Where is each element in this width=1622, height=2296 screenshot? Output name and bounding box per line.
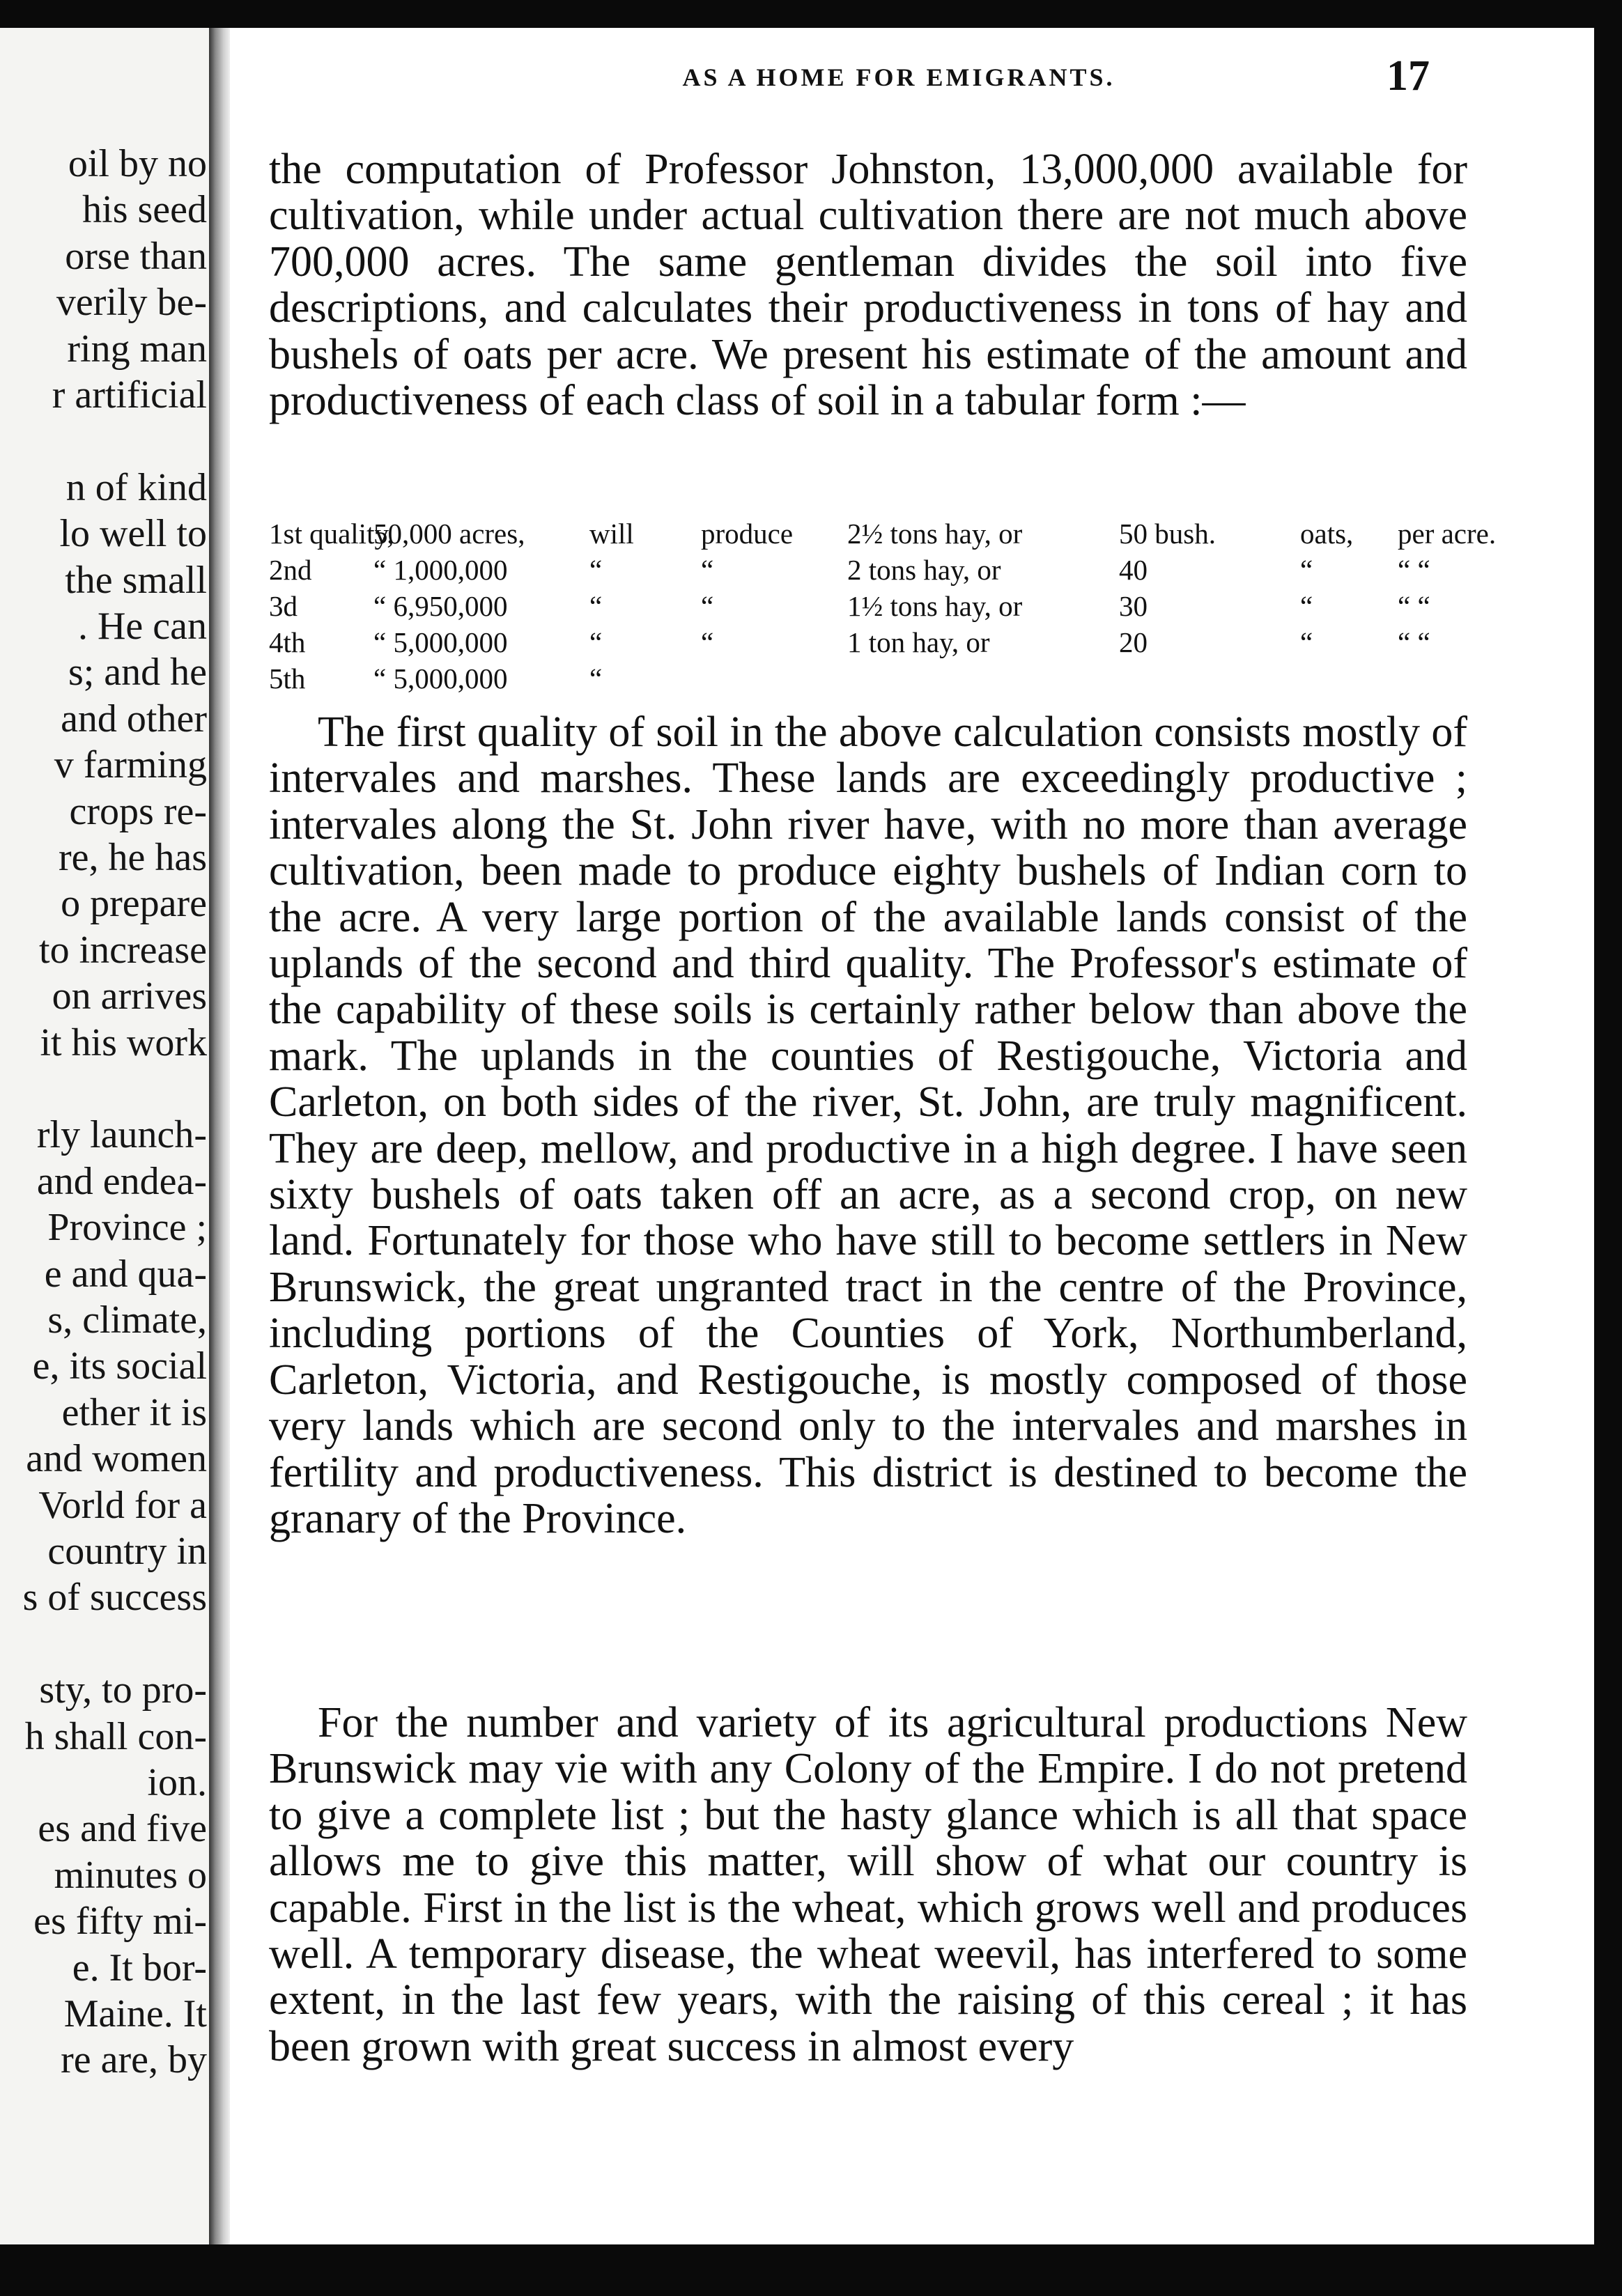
- table-cell-acres: “ 5,000,000: [373, 662, 508, 695]
- facing-page-line: and other: [61, 697, 207, 740]
- table-cell-quality: 5th: [269, 662, 306, 695]
- table-cell-oats: 50 bush.: [1119, 518, 1216, 550]
- facing-page-line: ether it is: [61, 1390, 207, 1434]
- table-cell-verb2: “: [701, 554, 714, 586]
- facing-page-line: es fifty mi-: [33, 1900, 207, 1944]
- facing-page-line: s; and he: [68, 651, 207, 695]
- facing-page-line: lo well to: [59, 512, 207, 556]
- page-number: 17: [1387, 52, 1430, 100]
- facing-page-line: orse than: [65, 234, 207, 278]
- table-cell-acres: 50,000 acres,: [373, 518, 525, 550]
- facing-page-line: es and five: [38, 1807, 207, 1851]
- facing-page-line: country in: [47, 1530, 207, 1573]
- facing-page-line: minutes o: [54, 1853, 207, 1897]
- facing-page-line: re are, by: [61, 2038, 207, 2082]
- table-cell-per2: “ “: [1398, 554, 1430, 586]
- facing-page-line: h shall con-: [24, 1714, 207, 1758]
- table-cell-quality: 2nd: [269, 554, 312, 586]
- table-cell-per2: “ “: [1398, 590, 1430, 622]
- facing-page-line: re, he has: [58, 836, 207, 879]
- facing-page-line: Province ;: [47, 1206, 207, 1250]
- facing-page-line: oil by no: [68, 142, 207, 185]
- table-cell-acres: “ 6,950,000: [373, 590, 508, 622]
- table-cell-verb: “: [589, 590, 603, 622]
- table-cell-verb2: produce: [701, 518, 794, 550]
- facing-page-line: e, its social: [32, 1344, 207, 1388]
- facing-page-line: ion.: [147, 1761, 207, 1804]
- facing-page-line: e. It bor-: [72, 1946, 207, 1989]
- table-cell-verb: “: [589, 554, 603, 586]
- facing-page-line: on arrives: [52, 975, 207, 1018]
- facing-page-line: . He can: [77, 605, 207, 648]
- facing-page-line: his seed: [82, 188, 207, 232]
- facing-page-line: the small: [65, 558, 207, 602]
- scan-border-top: [0, 0, 1622, 28]
- table-cell-oats: 40: [1119, 554, 1148, 586]
- facing-page-line: to increase: [39, 928, 207, 972]
- running-head: AS A HOME FOR EMIGRANTS.: [682, 63, 1115, 91]
- table-row: [269, 660, 1467, 697]
- table-cell-per2: “ “: [1398, 626, 1430, 658]
- facing-page-line: crops re-: [69, 789, 207, 833]
- table-cell-quality: 4th: [269, 626, 306, 658]
- scan-border-right: [1594, 0, 1622, 2296]
- facing-page-line: and women: [26, 1437, 207, 1481]
- table-cell-quality: 3d: [269, 590, 298, 622]
- table-cell-hay: 1 ton hay, or: [847, 626, 990, 658]
- table-cell-verb2: “: [701, 590, 714, 622]
- scan-border-bottom: [0, 2244, 1622, 2296]
- table-cell-hay: 1½ tons hay, or: [847, 590, 1023, 622]
- table-cell-acres: “ 5,000,000: [373, 626, 508, 658]
- facing-page-line: sty, to pro-: [39, 1668, 207, 1712]
- page: [230, 28, 1594, 2244]
- table-cell-per1: “: [1300, 554, 1313, 586]
- facing-page-line: n of kind: [65, 465, 207, 509]
- table-cell-oats: 20: [1119, 626, 1148, 658]
- table-row: [269, 552, 1467, 588]
- table-cell-per2: per acre.: [1398, 518, 1497, 550]
- table-cell-hay: 2 tons hay, or: [847, 554, 1001, 586]
- table-cell-acres: “ 1,000,000: [373, 554, 508, 586]
- facing-page-line: e and qua-: [44, 1252, 207, 1296]
- table-row: [269, 588, 1467, 624]
- table-cell-quality: 1st quality,: [269, 518, 394, 550]
- facing-page-line: r artificial: [52, 373, 207, 417]
- paragraph-agricultural-productions: For the number and variety of its agricultural productions New Brunswick may vie with any Colony of the Empire. I do not pretend to give a complete list ; but the hasty glance which is all that space allows me to give this matter, will show of what our country is capable. First in the list is the wheat, which grows well and produces well. A temporary disease, the wheat weevil, has interfered to some extent, in the last few years, with the raising of this cereal ; it has been grown with great success in almost every: [269, 1699, 1467, 2070]
- facing-page-line: it his work: [40, 1021, 207, 1064]
- table-cell-verb: “: [589, 662, 603, 695]
- table-row: [269, 624, 1467, 660]
- table-cell-per1: “: [1300, 626, 1313, 658]
- facing-page-fragment: [0, 28, 213, 2244]
- facing-page-line: Vorld for a: [38, 1483, 207, 1527]
- table-cell-verb2: “: [701, 626, 714, 658]
- table-cell-per1: “: [1300, 590, 1313, 622]
- facing-page-line: s, climate,: [47, 1298, 207, 1342]
- table-cell-oats: 30: [1119, 590, 1148, 622]
- facing-page-line: Maine. It: [63, 1992, 207, 2035]
- table-cell-hay: 2½ tons hay, or: [847, 518, 1023, 550]
- table-cell-verb: “: [589, 626, 603, 658]
- facing-page-line: and endea-: [36, 1159, 207, 1203]
- soil-quality-table: [269, 515, 1497, 697]
- paragraph-first-quality: The first quality of soil in the above calculation consists mostly of intervales and marshes. These lands are exceedingly productive ; intervales along the St. John river have, with no more than average cultivation, been made to produce eighty bushels of Indian corn to the acre. A very large portion of the available lands consist of the uplands of the second and third quality. The Professor's estimate of the capability of these soils is certainly rather below than above the mark. The uplands in the counties of Restigouche, Victoria and Carleton, on both sides of the river, St. John, are truly magnificent. They are deep, mellow, and productive in a high degree. I have seen sixty bushels of oats taken off an acre, as a second crop, on new land. Fortunately for those who have still to become settlers in New Brunswick, the great ungranted tract in the centre of the Province, including portions of the Counties of York, Northumberland, Carleton, Victoria, and Restigouche, is mostly composed of those very lands which are second only to the intervales and marshes in fertility and productiveness. This district is destined to become the granary of the Province.: [269, 708, 1467, 1542]
- facing-page-line: ring man: [67, 327, 207, 371]
- table-cell-verb: will: [589, 518, 634, 550]
- table-cell-per1: oats,: [1300, 518, 1354, 550]
- book-spine-shadow: [209, 28, 230, 2244]
- facing-page-line: v farming: [54, 743, 207, 787]
- facing-page-line: s of success: [22, 1576, 207, 1620]
- table-row: [269, 515, 1497, 552]
- intro-paragraph: the computation of Professor Johnston, 13,000,000 available for cultivation, while under actual cultivation there are not much above 700,000 acres. The same gentleman divides the soil into five descriptions, and calculates their productiveness in tons of hay and bushels of oats per acre. We present his estimate of the amount and productiveness of each class of soil in a tabular form :—: [269, 146, 1467, 425]
- facing-page-line: o prepare: [61, 882, 207, 926]
- facing-page-line: verily be-: [56, 281, 207, 325]
- facing-page-line: rly launch-: [36, 1113, 207, 1157]
